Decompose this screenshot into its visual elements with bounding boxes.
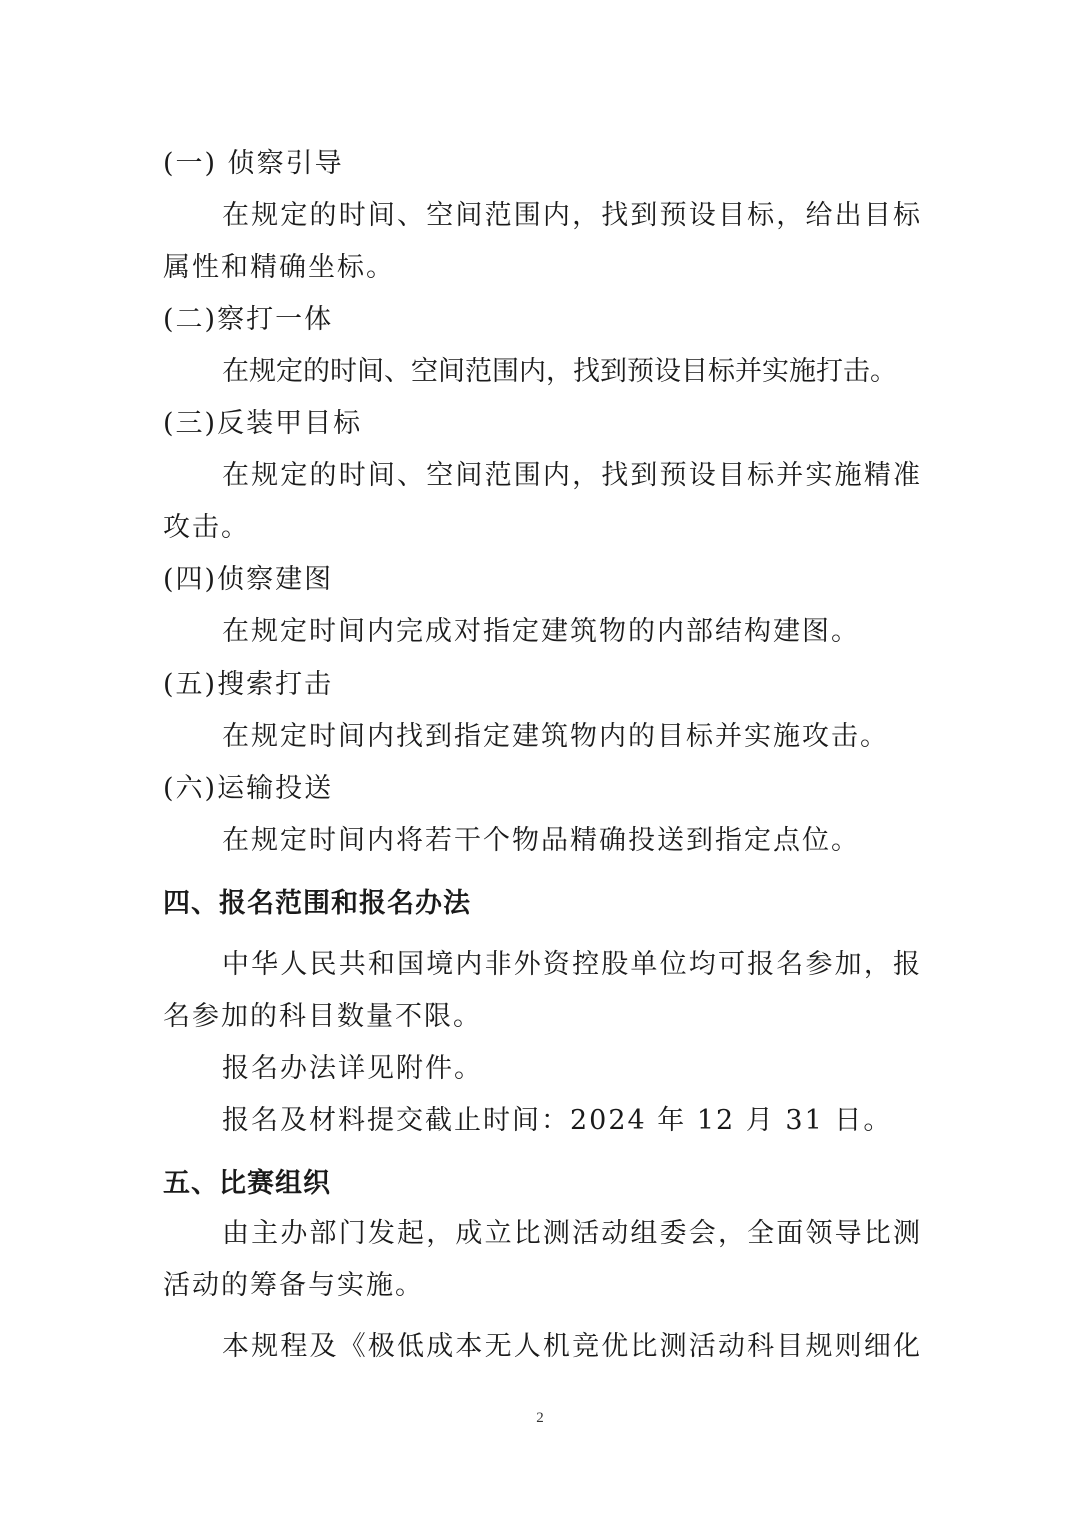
paragraph-line: 在规定时间内找到指定建筑物内的目标并实施攻击。	[222, 721, 889, 752]
paragraph-line: 在规定的时间、空间范围内，找到预设目标并实施打击。	[222, 356, 897, 387]
paragraph-line: 由主办部门发起，成立比测活动组委会，全面领导比测	[222, 1218, 922, 1249]
subsection-heading: (四)侦察建图	[163, 564, 334, 595]
paragraph-line: 攻击。	[163, 512, 250, 543]
section-heading: 四、报名范围和报名办法	[163, 888, 471, 919]
subsection-heading: (五)搜索打击	[163, 669, 334, 700]
paragraph-line: 在规定的时间、空间范围内，找到预设目标并实施精准	[222, 460, 922, 491]
subsection-heading: (六)运输投送	[163, 773, 334, 804]
subsection-heading: (三)反装甲目标	[163, 408, 363, 439]
paragraph-line: 本规程及《极低成本无人机竞优比测活动科目规则细化	[222, 1331, 922, 1362]
paragraph-line: 在规定时间内将若干个物品精确投送到指定点位。	[222, 825, 860, 856]
paragraph-line: 在规定时间内完成对指定建筑物的内部结构建图。	[222, 616, 860, 647]
paragraph-line: 报名办法详见附件。	[222, 1053, 483, 1084]
page-number: 2	[536, 1410, 544, 1426]
paragraph-line: 中华人民共和国境内非外资控股单位均可报名参加，报	[222, 949, 922, 980]
paragraph-line: 活动的筹备与实施。	[163, 1270, 424, 1301]
paragraph-line: 在规定的时间、空间范围内，找到预设目标，给出目标	[222, 200, 922, 231]
section-heading: 五、比赛组织	[163, 1168, 331, 1199]
subsection-heading: (二)察打一体	[163, 304, 334, 335]
subsection-heading: (一) 侦察引导	[163, 148, 344, 179]
paragraph-line: 报名及材料提交截止时间：2024 年 12 月 31 日。	[222, 1105, 893, 1136]
paragraph-line: 名参加的科目数量不限。	[163, 1001, 482, 1032]
paragraph-line: 属性和精确坐标。	[163, 252, 395, 283]
